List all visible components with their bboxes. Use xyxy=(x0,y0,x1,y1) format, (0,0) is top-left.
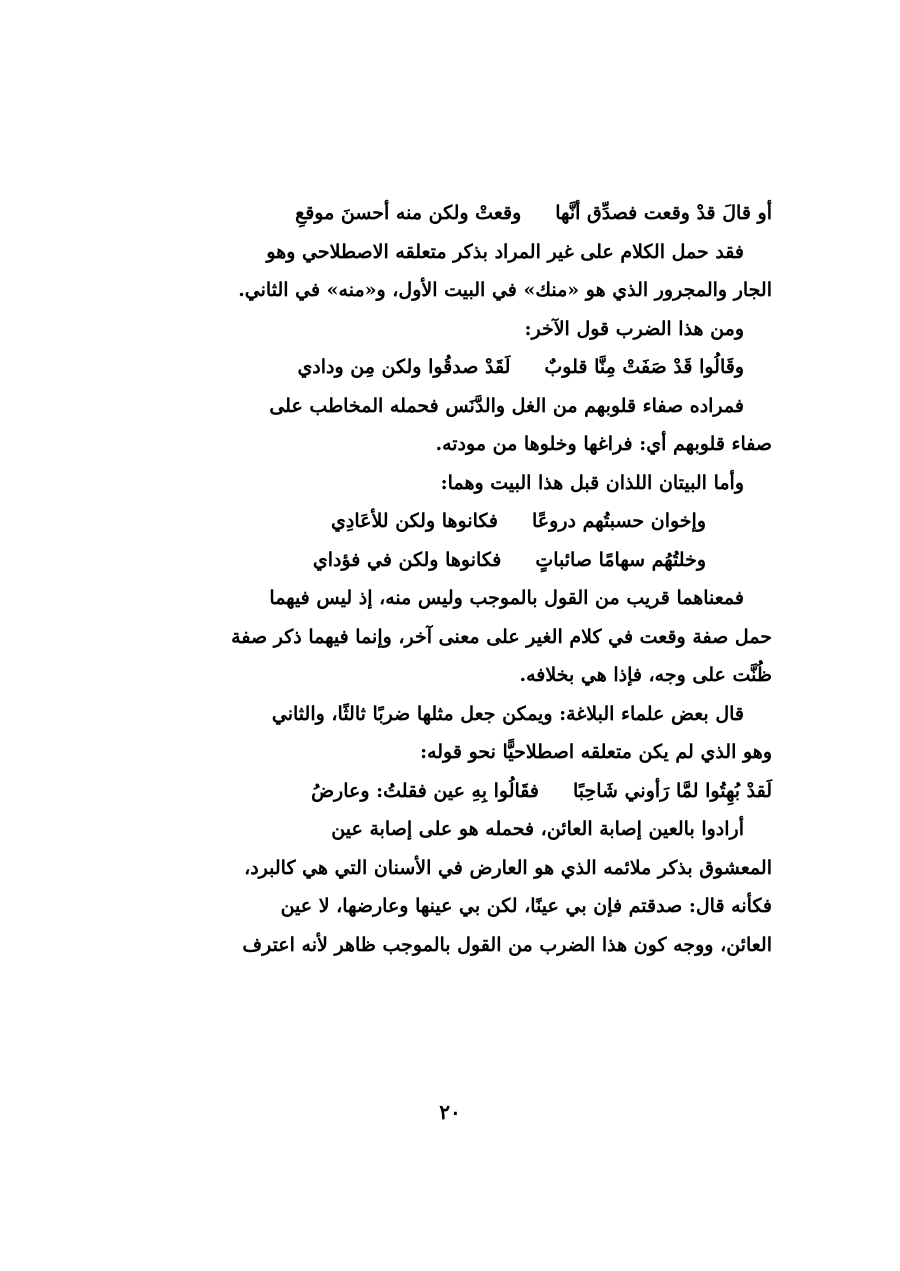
verse-hemistich-second: فكانوها ولكن للأعَادِي xyxy=(331,510,499,533)
text-line: فمعناهما قريب من القول بالموجب وليس منه، إذ ليس فيهما xyxy=(269,587,744,609)
text-line: الجار والمجرور الذي هو «منك» في البيت الأول، و«منه» في الثاني. xyxy=(238,279,772,301)
page-number: ٢٠ xyxy=(439,1100,461,1124)
text-line: وأما البيتان اللذان قبل هذا البيت وهما: xyxy=(440,471,744,494)
verse-line xyxy=(130,502,772,541)
text-line: حمل صفة وقعت في كلام الغير على معنى آخر، وإنما فيهما ذكر صفة xyxy=(231,625,772,648)
text-line: فمراده صفاء قلوبهم من الغل والدَّنَس فحمله المخاطب على xyxy=(269,394,744,417)
text-line: العائن، ووجه كون هذا الضرب من القول بالموجب ظاهر لأنه اعترف xyxy=(242,933,772,956)
verse-hemistich-second: وقعتْ ولكن منه أحسنَ موقعِ xyxy=(295,202,522,225)
text-line: فقد حمل الكلام على غير المراد بذكر متعلقه الاصطلاحي وهو xyxy=(266,240,744,263)
text-line: فكأنه قال: صدقتم فإن بي عينًا، لكن بي عينها وعارضها، لا عين xyxy=(280,895,772,917)
verse-hemistich-first: أو قالَ قدْ وقعت فصدِّق أنَّها xyxy=(555,202,772,225)
text-line: قال بعض علماء البلاغة: ويمكن جعل مثلها ضربًا ثالثًا، والثاني xyxy=(271,702,744,725)
verse-line xyxy=(130,194,772,233)
verse-hemistich-first: وخلتُهُم سهامًا صائباتٍ xyxy=(535,548,706,571)
verse-hemistich-first: وقَالُوا قَدْ صَفَتْ مِنَّا قلوبٌ xyxy=(544,356,744,379)
verse-hemistich-first: لَقدْ بُهِتُوا لمَّا رَأوني شَاحِبًا xyxy=(573,779,772,802)
text-line: ظُنَّت على وجه، فإذا هي بخلافه. xyxy=(519,664,772,686)
verse-hemistich-second: فقَالُوا بِهِ عين فقلتُ: وعارضُ xyxy=(311,779,539,802)
verse-hemistich-second: لَقَدْ صدقُوا ولكن مِن ودادي xyxy=(297,356,511,379)
verse-line xyxy=(130,541,772,580)
text-line: ومن هذا الضرب قول الآخر: xyxy=(524,317,744,340)
text-line: المعشوق بذكر ملائمه الذي هو العارض في الأسنان التي هي كالبرد، xyxy=(244,856,772,879)
verse-hemistich-first: وإخوان حسبتُهم دروعًا xyxy=(532,510,706,533)
verse-line xyxy=(130,772,772,811)
verse-hemistich-second: فكانوها ولكن في فؤداي xyxy=(312,548,502,571)
page-body xyxy=(130,194,772,964)
text-line: أرادوا بالعين إصابة العائن، فحمله هو على إصابة عين xyxy=(331,818,744,840)
text-line: صفاء قلوبهم أي: فراغها وخلوها من مودته. xyxy=(435,433,772,455)
text-line: وهو الذي لم يكن متعلقه اصطلاحيًّا نحو قوله: xyxy=(420,741,772,763)
verse-line xyxy=(130,348,772,387)
